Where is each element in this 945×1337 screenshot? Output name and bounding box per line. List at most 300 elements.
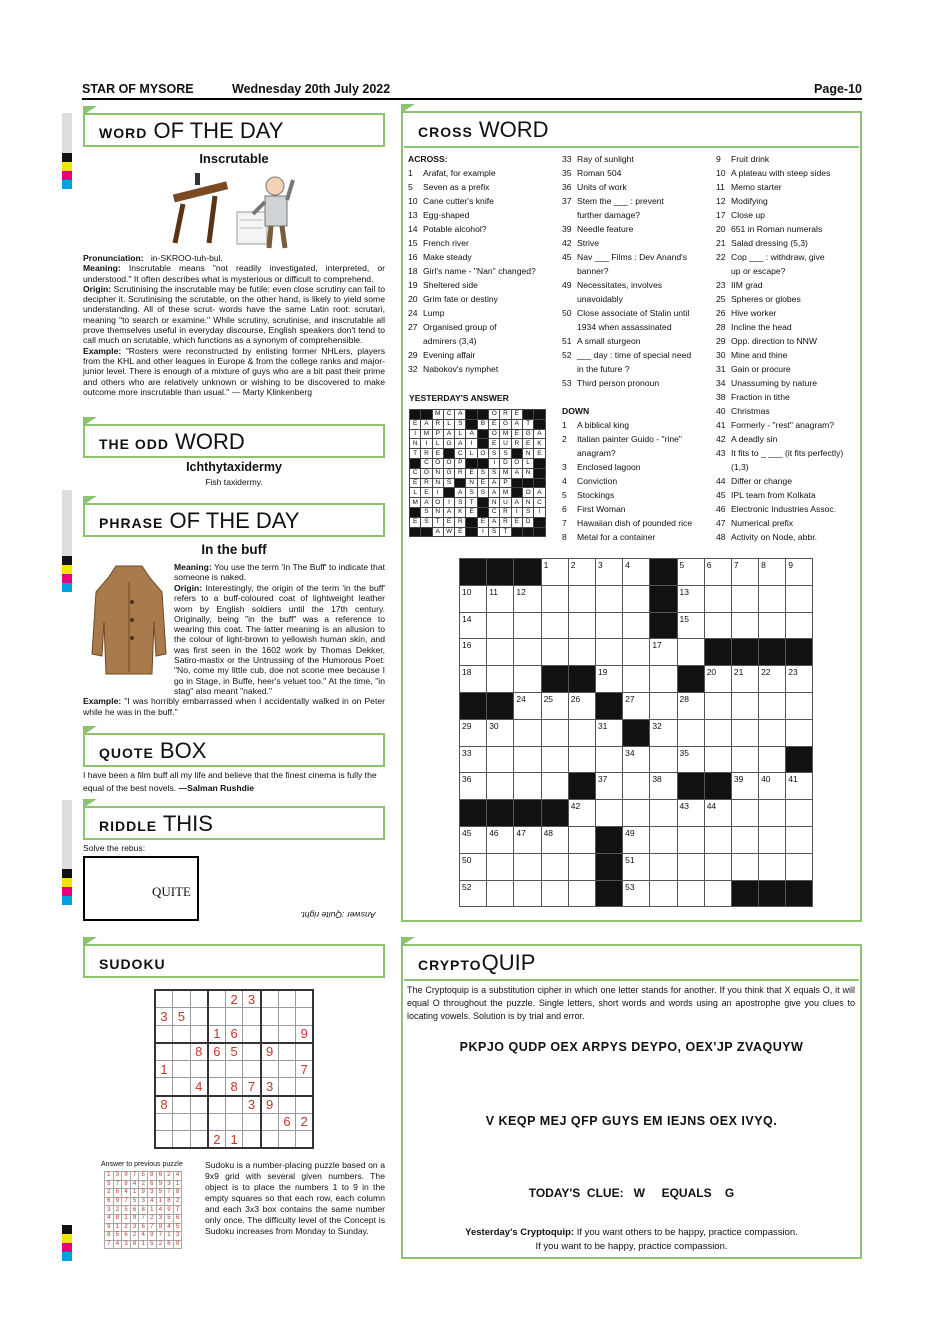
crossword-cell[interactable]: 29 [460, 719, 487, 746]
sudoku-cell[interactable] [225, 1096, 243, 1114]
crossword-cell[interactable]: 41 [786, 773, 813, 800]
sudoku-cell[interactable] [208, 1078, 226, 1096]
crossword-cell[interactable]: 9 [786, 559, 813, 586]
crossword-cell[interactable] [759, 692, 786, 719]
crossword-cell[interactable]: 25 [541, 692, 568, 719]
crossword-cell[interactable] [650, 746, 677, 773]
sudoku-cell[interactable] [296, 1008, 314, 1026]
answer-cell: S [489, 449, 500, 459]
sudoku-cell[interactable] [208, 1096, 226, 1114]
crossword-cell[interactable] [623, 800, 650, 827]
crossword-cell[interactable] [568, 666, 595, 693]
crossword-cell[interactable]: 13 [677, 585, 704, 612]
crossword-cell[interactable] [568, 826, 595, 853]
sudoku-cell[interactable] [243, 1113, 261, 1131]
crossword-cell[interactable]: 28 [677, 692, 704, 719]
clue: anagram? [577, 448, 616, 458]
sudoku-answer-cell: 7 [105, 1240, 114, 1249]
sudoku-cell[interactable] [225, 1008, 243, 1026]
crossword-cell[interactable]: 44 [704, 800, 731, 827]
crossword-cell[interactable] [759, 853, 786, 880]
crossword-cell[interactable] [623, 585, 650, 612]
crossword-cell[interactable] [568, 585, 595, 612]
crossword-cell[interactable] [786, 639, 813, 666]
crossword-cell[interactable] [541, 585, 568, 612]
crossword-cell[interactable] [704, 880, 731, 907]
sudoku-cell[interactable] [296, 1131, 314, 1149]
sudoku-cell[interactable] [190, 1060, 208, 1078]
crossword-cell[interactable] [541, 853, 568, 880]
answer-cell: W [443, 527, 454, 537]
crossword-cell[interactable]: 34 [623, 746, 650, 773]
sudoku-answer-cell: 3 [105, 1206, 114, 1215]
crossword-cell[interactable]: 17 [650, 639, 677, 666]
sudoku-cell[interactable] [278, 1025, 296, 1043]
crossword-cell[interactable] [595, 826, 622, 853]
sudoku-cell[interactable] [190, 1025, 208, 1043]
crossword-cell[interactable] [786, 746, 813, 773]
sudoku-answer-cell: 4 [130, 1180, 139, 1189]
crossword-cell[interactable] [786, 800, 813, 827]
crossword-cell[interactable]: 52 [460, 880, 487, 907]
answer-cell: U [500, 498, 511, 508]
crossword-cell[interactable] [677, 853, 704, 880]
answer-cell: L [522, 458, 533, 468]
crossword-cell[interactable] [623, 639, 650, 666]
crossword-cell[interactable]: 49 [623, 826, 650, 853]
crossword-cell[interactable]: 48 [541, 826, 568, 853]
crossword-cell[interactable] [704, 639, 731, 666]
sudoku-cell[interactable] [243, 1025, 261, 1043]
crossword-cell[interactable] [623, 719, 650, 746]
sudoku-cell[interactable] [190, 1131, 208, 1149]
crossword-cell[interactable]: 7 [731, 559, 758, 586]
crossword-cell[interactable]: 43 [677, 800, 704, 827]
crossword-cell[interactable] [677, 719, 704, 746]
crossword-cell[interactable] [595, 880, 622, 907]
sudoku-cell[interactable] [173, 1078, 191, 1096]
crossword-cell[interactable] [650, 800, 677, 827]
crossword-cell[interactable] [704, 585, 731, 612]
crossword-cell[interactable] [786, 585, 813, 612]
crossword-cell[interactable] [595, 800, 622, 827]
crossword-cell[interactable]: 14 [460, 612, 487, 639]
crossword-cell[interactable] [650, 853, 677, 880]
crossword-cell[interactable] [514, 612, 541, 639]
clue: 50 Close associate of Stalin until [562, 308, 690, 318]
crossword-cell[interactable] [541, 880, 568, 907]
crossword-cell[interactable] [731, 826, 758, 853]
answer-cell: R [500, 410, 511, 420]
sudoku-cell[interactable] [208, 1113, 226, 1131]
sudoku-cell[interactable]: 5 [173, 1008, 191, 1026]
answer-cell: A [443, 429, 454, 439]
sudoku-answer-cell: 1 [105, 1172, 114, 1181]
crossword-cell[interactable]: 38 [650, 773, 677, 800]
crossword-cell[interactable] [704, 719, 731, 746]
crossword-cell[interactable]: 6 [704, 559, 731, 586]
answer-cell: M [421, 429, 432, 439]
crossword-cell[interactable] [650, 585, 677, 612]
sudoku-cell[interactable] [208, 990, 226, 1008]
answer-cell: M [410, 498, 421, 508]
crossword-cell[interactable]: 12 [514, 585, 541, 612]
sudoku-cell[interactable] [173, 1025, 191, 1043]
sudoku-cell[interactable]: 4 [190, 1078, 208, 1096]
crossword-cell[interactable] [704, 773, 731, 800]
crossword-cell[interactable] [595, 585, 622, 612]
crossword-cell[interactable] [595, 853, 622, 880]
crossword-cell[interactable]: 18 [460, 666, 487, 693]
sudoku-cell[interactable]: 9 [261, 1043, 279, 1061]
sudoku-cell[interactable] [155, 1113, 173, 1131]
crossword-cell[interactable] [704, 853, 731, 880]
answer-cell: A [432, 527, 443, 537]
sudoku-cell[interactable]: 2 [208, 1131, 226, 1149]
crossword-cell[interactable]: 5 [677, 559, 704, 586]
crossword-cell[interactable] [514, 746, 541, 773]
answer-cell: I [477, 527, 488, 537]
crossword-cell[interactable] [595, 692, 622, 719]
sudoku-cell[interactable]: 8 [190, 1043, 208, 1061]
crossword-cell[interactable] [568, 746, 595, 773]
sudoku-description: Sudoku is a number-placing puzzle based on a 9x9 grid with several given numbers. The object is to place the numbers 1 to 9 in the empty squares so that each row, each column and each 3x3 box contains the same number only once. The difficulty level of the Concept is Sudoku increases from Monday to Sunday. [205, 1160, 385, 1236]
crossword-cell[interactable] [514, 773, 541, 800]
crossword-cell[interactable] [514, 666, 541, 693]
crossword-cell[interactable] [568, 773, 595, 800]
crossword-cell[interactable] [568, 719, 595, 746]
crossword-cell[interactable]: 31 [595, 719, 622, 746]
sudoku-cell[interactable] [208, 1060, 226, 1078]
crossword-cell[interactable]: 1 [541, 559, 568, 586]
crossword-cell[interactable] [623, 773, 650, 800]
crossword-cell[interactable]: 15 [677, 612, 704, 639]
sudoku-cell[interactable] [225, 1113, 243, 1131]
sudoku-cell[interactable] [261, 1113, 279, 1131]
crossword-cell[interactable]: 10 [460, 585, 487, 612]
sudoku-cell[interactable]: 1 [225, 1131, 243, 1149]
sudoku-cell[interactable]: 8 [155, 1096, 173, 1114]
crossword-cell[interactable] [487, 559, 514, 586]
crossword-cell[interactable] [487, 746, 514, 773]
crossword-cell[interactable]: 16 [460, 639, 487, 666]
crossword-cell[interactable] [731, 692, 758, 719]
sudoku-cell[interactable] [173, 1113, 191, 1131]
clue: 39 Needle feature [562, 224, 634, 234]
crossword-cell[interactable] [568, 612, 595, 639]
crossword-cell[interactable] [650, 880, 677, 907]
sudoku-cell[interactable] [208, 1008, 226, 1026]
crossword-cell[interactable] [514, 853, 541, 880]
crossword-cell[interactable] [460, 559, 487, 586]
crossword-cell[interactable]: 42 [568, 800, 595, 827]
sudoku-cell[interactable] [173, 1060, 191, 1078]
crossword-cell[interactable] [487, 692, 514, 719]
crossword-cell[interactable] [487, 612, 514, 639]
crossword-cell[interactable] [677, 639, 704, 666]
answer-cell: I [534, 507, 545, 517]
sudoku-cell[interactable]: 3 [155, 1008, 173, 1026]
crossword-cell[interactable] [731, 585, 758, 612]
crossword-cell[interactable] [568, 880, 595, 907]
crossword-cell[interactable] [786, 719, 813, 746]
crossword-cell[interactable]: 36 [460, 773, 487, 800]
clue: 13 Egg-shaped [408, 210, 470, 220]
crossword-cell[interactable] [487, 773, 514, 800]
crossword-cell[interactable] [541, 773, 568, 800]
sudoku-answer-cell: 9 [130, 1214, 139, 1223]
crossword-cell[interactable] [677, 773, 704, 800]
crossword-cell[interactable] [487, 666, 514, 693]
crossword-cell[interactable]: 33 [460, 746, 487, 773]
crossword-cell[interactable]: 47 [514, 826, 541, 853]
crossword-cell[interactable] [595, 612, 622, 639]
clue: admirers (3,4) [423, 336, 477, 346]
crossword-cell[interactable] [650, 826, 677, 853]
clue: 12 Modifying [716, 196, 768, 206]
crossword-cell[interactable]: 2 [568, 559, 595, 586]
clue: 43 It fits to _ ___ (it fits perfectly) [716, 448, 844, 458]
sudoku-cell[interactable] [278, 1078, 296, 1096]
sudoku-cell[interactable] [296, 1043, 314, 1061]
crossword-cell[interactable] [759, 585, 786, 612]
crossword-cell[interactable]: 22 [759, 666, 786, 693]
crossword-cell[interactable] [786, 692, 813, 719]
crossword-cell[interactable]: 8 [759, 559, 786, 586]
sudoku-cell[interactable] [278, 1131, 296, 1149]
sudoku-cell[interactable]: 7 [243, 1078, 261, 1096]
crossword-cell[interactable] [759, 639, 786, 666]
crossword-cell[interactable]: 30 [487, 719, 514, 746]
crossword-cell[interactable]: 11 [487, 585, 514, 612]
clue: further damage? [577, 210, 641, 220]
crossword-cell[interactable] [731, 639, 758, 666]
sudoku-cell[interactable]: 3 [243, 990, 261, 1008]
crossword-cell[interactable] [731, 853, 758, 880]
answer-cell: R [432, 419, 443, 429]
crossword-cell[interactable]: 32 [650, 719, 677, 746]
crossword-cell[interactable] [677, 826, 704, 853]
crossword-cell[interactable]: 50 [460, 853, 487, 880]
crossword-cell[interactable] [677, 880, 704, 907]
crossword-cell[interactable] [731, 612, 758, 639]
sudoku-cell[interactable] [278, 1043, 296, 1061]
sudoku-cell[interactable] [296, 1096, 314, 1114]
sudoku-cell[interactable] [173, 990, 191, 1008]
answer-cell: M [500, 488, 511, 498]
sudoku-cell[interactable] [225, 1060, 243, 1078]
sudoku-answer-cell: 9 [122, 1172, 131, 1181]
answer-cell: M [500, 429, 511, 439]
crossword-cell[interactable] [759, 612, 786, 639]
sudoku-cell[interactable]: 8 [225, 1078, 243, 1096]
crossword-cell[interactable] [677, 666, 704, 693]
answer-cell [534, 458, 545, 468]
sudoku-cell[interactable] [155, 1043, 173, 1061]
sudoku-cell[interactable] [155, 1078, 173, 1096]
crossword-cell[interactable] [487, 800, 514, 827]
crossword-cell[interactable] [541, 800, 568, 827]
crossword-cell[interactable] [595, 746, 622, 773]
sudoku-cell[interactable] [243, 1131, 261, 1149]
crossword-cell[interactable] [514, 800, 541, 827]
crossword-cell[interactable] [704, 826, 731, 853]
crossword-cell[interactable] [650, 612, 677, 639]
crossword-cell[interactable]: 3 [595, 559, 622, 586]
sudoku-cell[interactable] [261, 1060, 279, 1078]
crossword-cell[interactable] [759, 800, 786, 827]
answer-cell [410, 458, 421, 468]
crossword-cell[interactable] [704, 612, 731, 639]
answer-cell: O [421, 468, 432, 478]
crossword-cell[interactable]: 27 [623, 692, 650, 719]
answer-cell: N [522, 449, 533, 459]
sudoku-cell[interactable] [261, 1131, 279, 1149]
sudoku-cell[interactable] [261, 1008, 279, 1026]
crossword-cell[interactable]: 51 [623, 853, 650, 880]
crossword-cell[interactable]: 39 [731, 773, 758, 800]
sudoku-cell[interactable]: 5 [225, 1043, 243, 1061]
crossword-cell[interactable] [487, 880, 514, 907]
sudoku-cell[interactable] [173, 1096, 191, 1114]
crossword-cell[interactable] [541, 719, 568, 746]
sudoku-cell[interactable] [261, 1025, 279, 1043]
crossword-cell[interactable] [704, 692, 731, 719]
crossword-cell[interactable] [650, 666, 677, 693]
crossword-cell[interactable] [541, 746, 568, 773]
crossword-cell[interactable] [731, 880, 758, 907]
crossword-cell[interactable] [731, 719, 758, 746]
crossword-cell[interactable] [460, 800, 487, 827]
sudoku-cell[interactable] [278, 990, 296, 1008]
sudoku-cell[interactable] [173, 1043, 191, 1061]
sudoku-answer-cell: 3 [139, 1197, 148, 1206]
crossword-cell[interactable] [786, 853, 813, 880]
sudoku-answer-cell: 1 [165, 1232, 174, 1241]
answer-cell: N [432, 468, 443, 478]
sudoku-cell[interactable] [155, 1131, 173, 1149]
sudoku-cell[interactable]: 2 [225, 990, 243, 1008]
crossword-cell[interactable] [731, 800, 758, 827]
crossword-cell[interactable] [704, 746, 731, 773]
sudoku-cell[interactable]: 6 [225, 1025, 243, 1043]
sudoku-cell[interactable] [296, 1078, 314, 1096]
crossword-cell[interactable] [541, 612, 568, 639]
crossword-cell[interactable]: 19 [595, 666, 622, 693]
sudoku-cell[interactable]: 3 [261, 1078, 279, 1096]
sudoku-cell[interactable] [190, 1096, 208, 1114]
crossword-cell[interactable] [786, 612, 813, 639]
crossword-cell[interactable] [650, 692, 677, 719]
crossword-cell[interactable] [514, 559, 541, 586]
crossword-cell[interactable] [786, 880, 813, 907]
sudoku-cell[interactable]: 9 [261, 1096, 279, 1114]
crossword-cell[interactable] [514, 639, 541, 666]
crossword-cell[interactable] [460, 692, 487, 719]
sudoku-cell[interactable]: 6 [208, 1043, 226, 1061]
sudoku-cell[interactable] [190, 990, 208, 1008]
answer-cell [466, 419, 477, 429]
crossword-cell[interactable]: 46 [487, 826, 514, 853]
crossword-cell[interactable] [487, 853, 514, 880]
sudoku-cell[interactable]: 6 [278, 1113, 296, 1131]
crossword-cell[interactable] [568, 853, 595, 880]
crossword-cell[interactable] [568, 639, 595, 666]
sudoku-cell[interactable] [173, 1131, 191, 1149]
crossword-cell[interactable]: 21 [731, 666, 758, 693]
answer-cell: M [432, 410, 443, 420]
crossword-cell[interactable]: 35 [677, 746, 704, 773]
sudoku-cell[interactable]: 9 [296, 1025, 314, 1043]
clue: 5 Stockings [562, 490, 615, 500]
sudoku-cell[interactable]: 1 [208, 1025, 226, 1043]
sudoku-cell[interactable] [243, 1043, 261, 1061]
answer-cell: I [421, 439, 432, 449]
sudoku-cell[interactable] [190, 1113, 208, 1131]
clue: 25 Spheres or globes [716, 294, 801, 304]
crossword-cell[interactable] [623, 666, 650, 693]
crossword-cell[interactable]: 45 [460, 826, 487, 853]
sudoku-cell[interactable] [190, 1008, 208, 1026]
sudoku-cell[interactable] [278, 1060, 296, 1078]
crossword-cell[interactable] [623, 612, 650, 639]
answer-cell [511, 449, 522, 459]
sudoku-cell[interactable] [296, 990, 314, 1008]
sudoku-cell[interactable] [261, 990, 279, 1008]
odd-word: Ichthytaxidermy [186, 460, 282, 474]
crossword-cell[interactable]: 20 [704, 666, 731, 693]
sudoku-cell[interactable] [243, 1008, 261, 1026]
crossword-cell[interactable] [786, 826, 813, 853]
crossword-cell[interactable]: 53 [623, 880, 650, 907]
sudoku-cell[interactable] [155, 1025, 173, 1043]
crossword-cell[interactable]: 26 [568, 692, 595, 719]
crossword-cell[interactable] [595, 639, 622, 666]
crossword-cell[interactable] [731, 746, 758, 773]
sudoku-cell[interactable]: 2 [296, 1113, 314, 1131]
answer-cell: O [489, 429, 500, 439]
sudoku-cell[interactable]: 7 [296, 1060, 314, 1078]
sudoku-cell[interactable]: 1 [155, 1060, 173, 1078]
clue: 4 Conviction [562, 476, 618, 486]
crossword-cell[interactable]: 40 [759, 773, 786, 800]
crossword-cell[interactable] [541, 639, 568, 666]
clue: 42 A deadly sin [716, 434, 778, 444]
crossword-cell[interactable]: 23 [786, 666, 813, 693]
crossword-cell[interactable]: 24 [514, 692, 541, 719]
crossword-cell[interactable] [514, 880, 541, 907]
clue: 45 Nav ___ Films : Dev Anand's [562, 252, 688, 262]
crossword-cell[interactable] [759, 719, 786, 746]
crossword-cell[interactable] [759, 746, 786, 773]
sudoku-cell[interactable] [278, 1096, 296, 1114]
crossword-cell[interactable] [759, 826, 786, 853]
sudoku-cell[interactable]: 3 [243, 1096, 261, 1114]
sudoku-cell[interactable] [243, 1060, 261, 1078]
crossword-cell[interactable] [541, 666, 568, 693]
crossword-cell[interactable] [759, 880, 786, 907]
sudoku-cell[interactable] [155, 990, 173, 1008]
answer-cell: E [489, 439, 500, 449]
crossword-cell[interactable] [650, 559, 677, 586]
crossword-cell[interactable] [514, 719, 541, 746]
crossword-cell[interactable] [487, 639, 514, 666]
sudoku-cell[interactable] [278, 1008, 296, 1026]
crossword-cell[interactable]: 37 [595, 773, 622, 800]
sudoku-answer-cell: 6 [130, 1206, 139, 1215]
crossword-cell[interactable]: 4 [623, 559, 650, 586]
answer-cell: C [443, 410, 454, 420]
